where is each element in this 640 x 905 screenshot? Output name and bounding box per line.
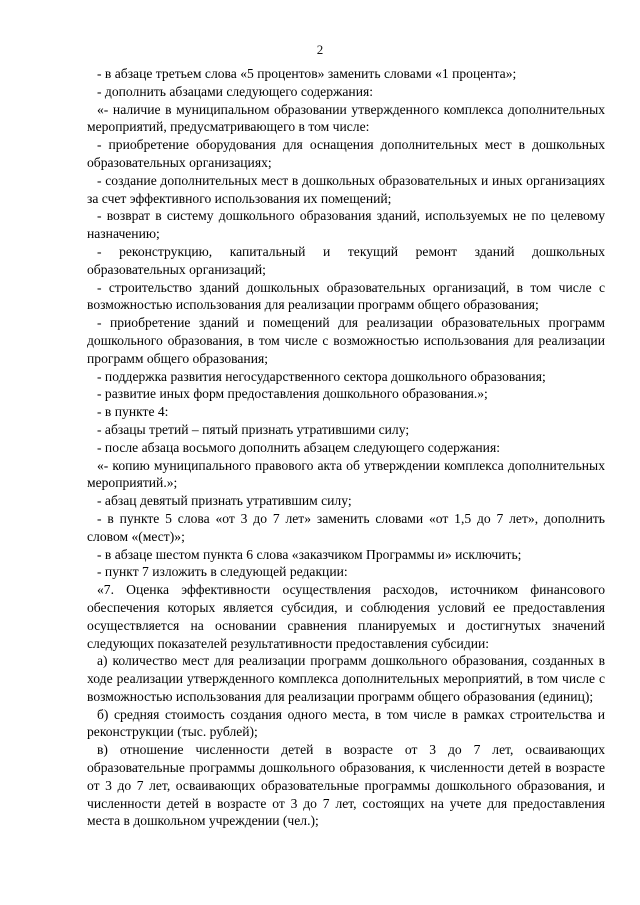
paragraph-8: - строительство зданий дошкольных образовательных организаций, в том числе с возможностью использования для реализации программ общего образования; [87,279,605,313]
paragraph-9: - приобретение зданий и помещений для реализации образовательных программ дошкольного образования, в том числе с возможностью использования для реализации программ общего образования; [87,315,605,366]
paragraph-16: - абзац девятый признать утратившим силу; [97,493,352,509]
paragraph-19: - пункт 7 изложить в следующей редакции: [97,564,348,580]
paragraph-10: - поддержка развития негосударственного сектора дошкольного образования; [97,368,546,384]
paragraph-15: «- копию муниципального правового акта об утверждении комплекса дополнительных мероприятий.»; [87,457,605,491]
paragraph-11: - развитие иных форм предоставления дошкольного образования.»; [97,386,488,402]
page-number: 2 [316,42,324,57]
paragraph-14: - после абзаца восьмого дополнить абзацем следующего содержания: [97,439,500,455]
paragraph-22: б) средняя стоимость создания одного места, в том числе в рамках строительства и реконструкции (тыс. рублей); [87,706,605,740]
paragraph-7: - реконструкцию, капитальный и текущий ремонт зданий дошкольных образовательных организаций; [87,243,605,277]
paragraph-5: - создание дополнительных мест в дошкольных образовательных и иных организациях за счет эффективного использования их помещений; [87,172,605,206]
paragraph-2: - дополнить абзацами следующего содержания: [97,83,374,99]
paragraph-6: - возврат в систему дошкольного образования зданий, используемых не по целевому назначению; [87,208,605,242]
paragraph-17: - в пункте 5 слова «от 3 до 7 лет» заменить словами «от 1,5 до 7 лет», дополнить словом «(мест)»; [87,510,605,544]
paragraph-23: в) отношение численности детей в возрасте от 3 до 7 лет, осваивающих образовательные программы дошкольного образования, к численности детей в возрасте от 3 до 7 лет, осваивающих образовательные программы дошкольного образования, и численности детей в возрасте от 3 до 7 лет, состоящих на учете для предоставления места в дошкольном учреждении (чел.); [87,742,605,829]
paragraph-12: - в пункте 4: [97,404,169,420]
paragraph-20: «7. Оценка эффективности осуществления расходов, источником финансового обеспечения которых является субсидия, и соблюдения условий ее предоставления осуществляется на основании сравнения планируемых и достигнутых значений следующих показателей результативности предоставления субсидии: [87,582,605,651]
paragraph-18: - в абзаце шестом пункта 6 слова «заказчиком Программы и» исключить; [97,546,522,562]
document-body [87,65,605,830]
paragraph-4: - приобретение оборудования для оснащения дополнительных мест в дошкольных образовательных организациях; [87,137,605,170]
paragraph-13: - абзацы третий – пятый признать утратившими силу; [97,421,410,437]
paragraph-21: а) количество мест для реализации программ дошкольного образования, созданных в ходе реализации утвержденного комплекса дополнительных мероприятий, в том числе с возможностью использования для реализации программ общего образования (единиц); [87,653,605,704]
paragraph-1: - в абзаце третьем слова «5 процентов» заменить словами «1 процента»; [97,66,517,81]
paragraph-3: «- наличие в муниципальном образовании утвержденного комплекса дополнительных мероприятий, предусматривающего в том числе: [87,101,605,135]
